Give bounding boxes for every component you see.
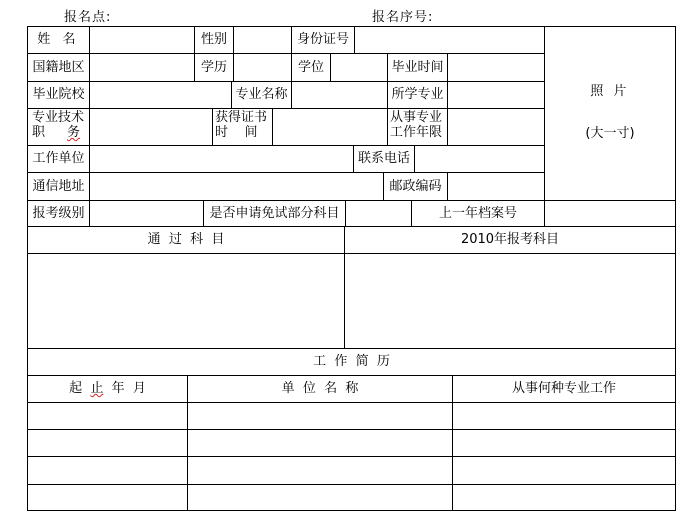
id-number-label: 身份证号	[296, 32, 349, 47]
address-field[interactable]	[90, 173, 383, 200]
table-row[interactable]	[453, 403, 675, 429]
major-name-field[interactable]	[292, 82, 387, 108]
archive-number-field[interactable]	[545, 201, 675, 226]
school-label: 毕业院校	[32, 87, 85, 102]
table-row[interactable]	[453, 457, 675, 484]
work-years-field[interactable]	[448, 109, 544, 145]
photo-size-label: (大一寸)	[585, 126, 635, 141]
exemption-label: 是否申请免试部分科目	[209, 205, 340, 221]
employer-label: 工作单位	[32, 151, 85, 166]
archive-number-label: 上一年档案号	[438, 205, 517, 221]
work-history-title: 工 作 简 历	[313, 354, 390, 369]
exam-level-label: 报考级别	[32, 205, 85, 221]
nationality-field[interactable]	[90, 54, 194, 81]
registration-form-table	[27, 26, 676, 511]
subjects-2010-header: 2010年报考科目	[460, 232, 560, 247]
table-row[interactable]	[28, 457, 187, 484]
name-field[interactable]	[90, 27, 194, 53]
table-row[interactable]	[453, 430, 675, 456]
professional-title-field[interactable]	[90, 109, 212, 145]
table-row[interactable]	[28, 403, 187, 429]
table-row[interactable]	[188, 403, 452, 429]
id-number-field[interactable]	[355, 27, 544, 53]
photo-label: 照 片	[590, 84, 630, 99]
table-row[interactable]	[28, 485, 187, 510]
gender-label: 性别	[200, 32, 227, 47]
table-row[interactable]	[188, 457, 452, 484]
table-row[interactable]	[188, 430, 452, 456]
table-row[interactable]	[28, 430, 187, 456]
address-label: 通信地址	[32, 178, 85, 194]
postcode-field[interactable]	[448, 173, 544, 200]
degree-label: 学位	[297, 59, 324, 75]
date-range-header: 起 止 年 月	[69, 381, 146, 396]
degree-field[interactable]	[331, 54, 387, 81]
graduation-time-label: 毕业时间	[391, 59, 444, 75]
work-type-header: 从事何种专业工作	[511, 381, 616, 396]
registration-serial-label: 报名序号:	[372, 10, 434, 25]
education-field[interactable]	[234, 54, 291, 81]
table-row[interactable]	[188, 485, 452, 510]
employer-name-header: 单 位 名 称	[281, 381, 359, 396]
studied-major-field[interactable]	[448, 82, 544, 108]
exam-level-field[interactable]	[90, 201, 203, 226]
major-name-label: 专业名称	[235, 87, 288, 102]
passed-subjects-header: 通 过 科 目	[147, 232, 225, 247]
subjects-2010-field[interactable]	[345, 254, 675, 348]
graduation-time-field[interactable]	[448, 54, 544, 81]
name-label: 姓 名	[37, 32, 80, 47]
certificate-time-label: 获得证书 时 间	[215, 110, 268, 140]
school-field[interactable]	[90, 82, 231, 108]
nationality-label: 国籍地区	[32, 59, 85, 75]
certificate-time-field[interactable]	[273, 109, 387, 145]
gender-field[interactable]	[234, 27, 291, 53]
phone-field[interactable]	[415, 146, 544, 172]
registration-point-label: 报名点:	[64, 10, 112, 25]
professional-title-label: 专业技术 职 务	[32, 110, 85, 140]
exemption-field[interactable]	[346, 201, 411, 226]
postcode-label: 邮政编码	[389, 178, 442, 194]
passed-subjects-field[interactable]	[28, 254, 344, 348]
table-row[interactable]	[453, 485, 675, 510]
phone-label: 联系电话	[357, 151, 410, 166]
education-label: 学历	[200, 59, 227, 75]
studied-major-label: 所学专业	[391, 87, 444, 102]
employer-field[interactable]	[90, 146, 353, 172]
work-years-label: 从事专业 工作年限	[390, 110, 443, 140]
